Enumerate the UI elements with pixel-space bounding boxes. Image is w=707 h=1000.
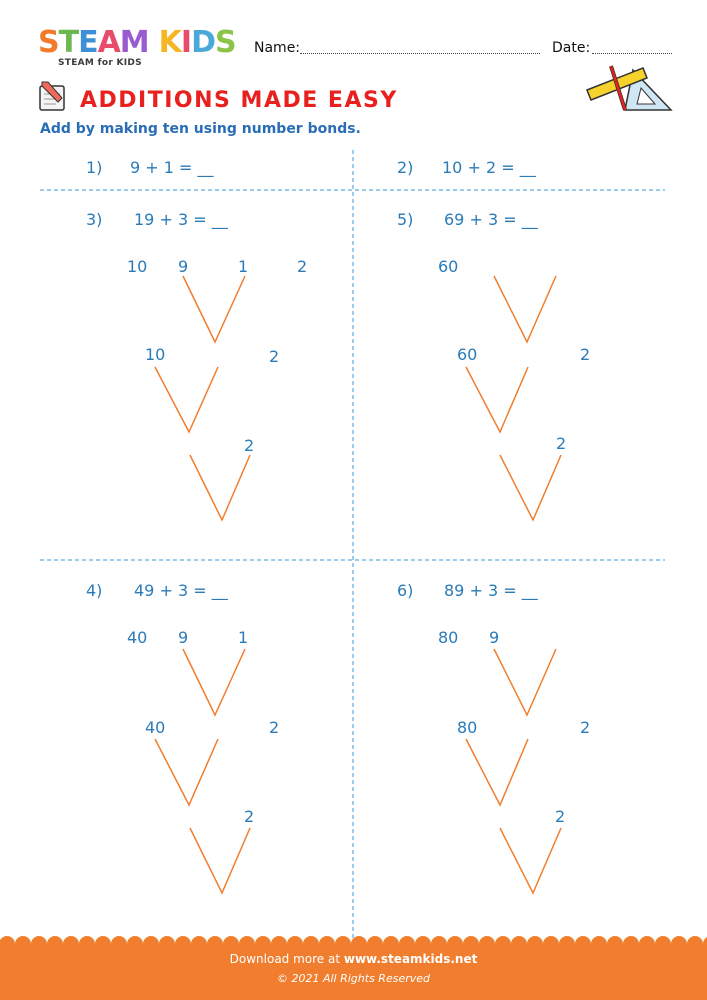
problem-1-label: 1): [86, 158, 103, 177]
bond-number: 9: [178, 257, 189, 276]
worksheet-instructions: Add by making ten using number bonds.: [40, 121, 361, 137]
problem-2-label: 2): [397, 158, 414, 177]
bond-number: 9: [178, 628, 189, 647]
footer-download-line: [0, 952, 707, 966]
bond-number: 40: [145, 718, 166, 737]
footer-download-prefix: Download more at: [229, 952, 344, 966]
problem-5-expression: 69 + 3 = __: [444, 210, 538, 229]
bond-number: 9: [489, 628, 500, 647]
bond-number: 40: [127, 628, 148, 647]
bond-number: 80: [457, 718, 478, 737]
bond-number: 2: [556, 434, 567, 453]
footer-site-link[interactable]: www.steamkids.net: [343, 952, 478, 966]
bond-number: 10: [127, 257, 148, 276]
steam-kids-logo: STEAM KIDS: [38, 25, 236, 60]
date-label: Date:: [552, 40, 591, 56]
bond-number: 2: [580, 718, 591, 737]
problem-3-label: 3): [86, 210, 103, 229]
problem-4-expression: 49 + 3 = __: [134, 581, 228, 600]
bond-number: 1: [238, 628, 249, 647]
bond-number: 2: [555, 807, 566, 826]
bond-number: 2: [269, 718, 280, 737]
worksheet-title: ADDITIONS MADE EASY: [80, 88, 398, 113]
problem-1-expression: 9 + 1 = __: [130, 158, 214, 177]
bond-number: 10: [145, 345, 166, 364]
bond-number: 60: [457, 345, 478, 364]
problem-3-expression: 19 + 3 = __: [134, 210, 228, 229]
bond-number: 2: [244, 436, 255, 455]
problem-4-label: 4): [86, 581, 103, 600]
bond-number: 2: [244, 807, 255, 826]
logo-subtitle: STEAM for KIDS: [58, 58, 142, 68]
problem-6-expression: 89 + 3 = __: [444, 581, 538, 600]
bond-number: 2: [580, 345, 591, 364]
bond-number: 1: [238, 257, 249, 276]
problem-5-label: 5): [397, 210, 414, 229]
problem-2-expression: 10 + 2 = __: [442, 158, 536, 177]
bond-number: 80: [438, 628, 459, 647]
bond-number: 2: [297, 257, 308, 276]
problem-6-label: 6): [397, 581, 414, 600]
bond-number: 60: [438, 257, 459, 276]
footer-copyright: © 2021 All Rights Reserved: [276, 972, 430, 985]
bond-number: 2: [269, 347, 280, 366]
name-label: Name:: [254, 40, 301, 56]
